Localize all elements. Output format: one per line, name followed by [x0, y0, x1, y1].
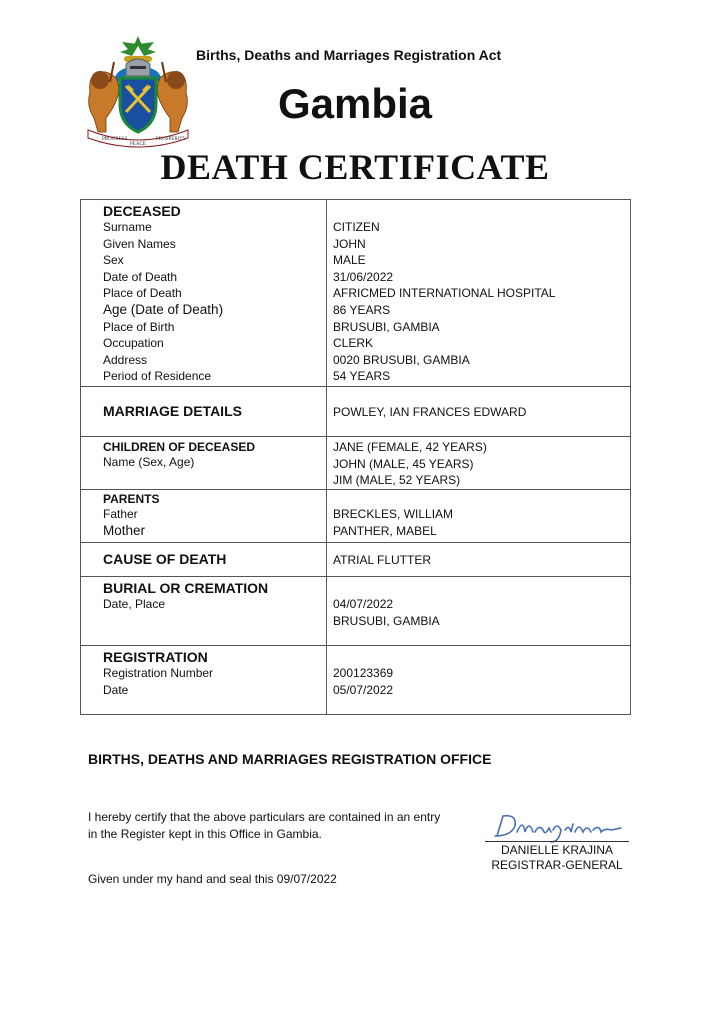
value-place-of-birth: BRUSUBI, GAMBIA: [333, 319, 440, 334]
children-section: [81, 437, 630, 490]
label-registration-number: Registration Number: [103, 666, 214, 680]
label-age: Age (Date of Death): [103, 301, 224, 317]
burial-section: [81, 577, 630, 646]
value-father: BRECKLES, WILLIAM: [333, 507, 454, 521]
deceased-heading: DECEASED: [103, 203, 181, 219]
label-sex: Sex: [103, 253, 124, 268]
value-registration-number: 200123369: [333, 666, 394, 680]
value-age: 86 YEARS: [333, 302, 391, 317]
signature-line: [485, 841, 629, 842]
children-heading: CHILDREN OF DECEASED: [103, 440, 256, 454]
document-title: DEATH CERTIFICATE: [160, 147, 550, 187]
handwritten-signature-icon: [487, 806, 627, 846]
registration-heading: REGISTRATION: [103, 649, 208, 665]
label-place-of-birth: Place of Birth: [103, 319, 175, 334]
label-children-name: Name (Sex, Age): [103, 455, 195, 469]
certification-statement: [88, 809, 440, 843]
label-occupation: Occupation: [103, 336, 164, 351]
value-child-3: JIM (MALE, 52 YEARS): [333, 473, 461, 488]
cause-heading: CAUSE OF DEATH: [103, 551, 227, 567]
value-child-1: JANE (FEMALE, 42 YEARS): [333, 440, 487, 454]
registrar-name: DANIELLE KRAJINA: [500, 843, 614, 857]
cause-section: [81, 543, 630, 577]
value-sex: MALE: [333, 253, 366, 268]
registrar-title: REGISTRAR-GENERAL: [491, 858, 623, 872]
value-spouse: POWLEY, IAN FRANCES EDWARD: [333, 405, 527, 419]
marriage-heading: MARRIAGE DETAILS: [103, 403, 242, 419]
label-given-names: Given Names: [103, 236, 176, 251]
label-address: Address: [103, 352, 148, 367]
deceased-section: [81, 200, 630, 387]
given-under-hand: Given under my hand and seal this 09/07/2022: [88, 872, 337, 886]
value-address: 0020 BRUSUBI, GAMBIA: [333, 352, 470, 367]
label-place-of-death: Place of Death: [103, 286, 182, 301]
certification-line-2: in the Register kept in this Office in Gambia.: [88, 827, 322, 841]
value-place-of-death: AFRICMED INTERNATIONAL HOSPITAL: [333, 286, 556, 301]
value-surname: CITIZEN: [333, 220, 380, 234]
parents-section: [81, 490, 630, 543]
svg-text:PROGRESS: PROGRESS: [102, 137, 128, 142]
value-registration-date: 05/07/2022: [333, 682, 394, 697]
svg-text:PROSPERITY: PROSPERITY: [156, 137, 187, 142]
value-given-names: JOHN: [333, 236, 366, 251]
value-child-2: JOHN (MALE, 45 YEARS): [333, 456, 474, 471]
label-period-of-residence: Period of Residence: [103, 369, 212, 384]
value-mother: PANTHER, MABEL: [333, 523, 437, 538]
label-father: Father: [103, 507, 138, 521]
certification-line-1: I hereby certify that the above particulars are contained in an entry: [88, 810, 441, 824]
registration-section: [81, 646, 630, 714]
registration-office-heading: BIRTHS, DEATHS AND MARRIAGES REGISTRATION OFFICE: [88, 751, 492, 767]
label-date-of-death: Date of Death: [103, 269, 178, 284]
value-cause: ATRIAL FLUTTER: [333, 553, 432, 567]
certificate-table: [80, 199, 631, 715]
value-period-of-residence: 54 YEARS: [333, 369, 391, 384]
label-mother: Mother: [103, 522, 146, 538]
value-occupation: CLERK: [333, 336, 374, 351]
value-burial-date: 04/07/2022: [333, 597, 394, 611]
burial-heading: BURIAL OR CREMATION: [103, 580, 269, 596]
parents-heading: PARENTS: [103, 492, 160, 506]
value-date-of-death: 31/06/2022: [333, 269, 394, 284]
value-burial-place: BRUSUBI, GAMBIA: [333, 613, 440, 628]
act-title: Births, Deaths and Marriages Registration Act: [196, 47, 502, 63]
marriage-section: [81, 387, 630, 437]
svg-text:PEACE: PEACE: [130, 142, 146, 147]
label-registration-date: Date: [103, 682, 129, 697]
label-surname: Surname: [103, 220, 152, 234]
country-name: Gambia: [277, 80, 433, 127]
label-burial-date-place: Date, Place: [103, 597, 166, 611]
